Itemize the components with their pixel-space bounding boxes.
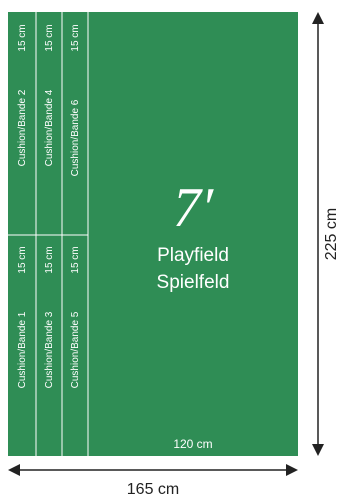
spielfeld-title: Spielfeld [156,272,230,293]
cushion-label: Cushion/Bande 2 [17,89,28,167]
cushion-label: Cushion/Bande 6 [70,99,81,177]
playfield-area [8,12,298,456]
cushion-depth-label: 15 cm [70,24,81,52]
playfield-title: Playfield [157,245,229,266]
cushion-depth-label: 15 cm [44,246,55,274]
arrow-left-icon [8,464,20,476]
width-label: 165 cm [126,481,180,498]
cushion-depth-label: 15 cm [17,246,28,274]
inner-width-label: 120 cm [173,437,213,451]
length-label: 225 cm [323,207,340,261]
table-size-label: 7′ [172,177,214,239]
cushion-label: Cushion/Bande 4 [44,89,55,167]
cushion-depth-label: 15 cm [70,246,81,274]
cushion-depth-label: 15 cm [44,24,55,52]
arrow-right-icon [286,464,298,476]
cushion-label: Cushion/Bande 1 [17,311,28,389]
cushion-depth-label: 15 cm [17,24,28,52]
cushion-label: Cushion/Bande 5 [70,311,81,389]
arrow-down-icon [312,444,324,456]
cushion-label: Cushion/Bande 3 [44,311,55,389]
arrow-up-icon [312,12,324,24]
